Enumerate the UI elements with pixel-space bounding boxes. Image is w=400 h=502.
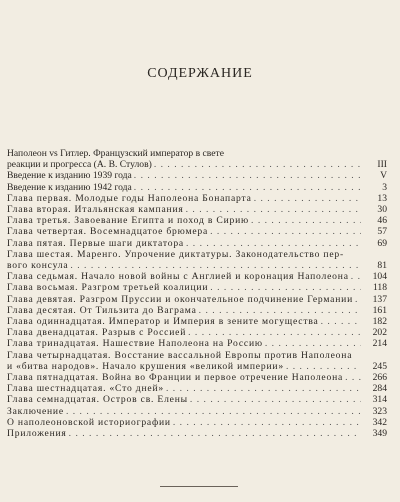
toc-entry [7, 417, 387, 428]
toc-entry [7, 204, 387, 215]
toc-entry [7, 226, 387, 237]
toc-entry [7, 327, 387, 338]
toc-entry [7, 316, 387, 327]
toc-entry [7, 338, 387, 349]
toc-entry-page-number: 46 [377, 215, 387, 227]
toc-entry-page-number: 202 [372, 327, 387, 339]
toc-entry [7, 193, 387, 204]
toc-entry [7, 406, 387, 417]
dot-leader [355, 294, 361, 305]
toc-entry [7, 249, 387, 271]
toc-entry [7, 372, 387, 383]
toc-entry-page-number: 161 [372, 304, 387, 316]
toc-entry [7, 238, 387, 249]
dot-leader [351, 271, 361, 282]
toc-entry-title: Глава шестнадцатая. «Сто дней» [7, 383, 164, 395]
toc-entry-title: Глава восьмая. Разгром третьей коалиции [7, 282, 209, 294]
toc-entry-page-number: 323 [372, 405, 387, 417]
dot-leader [186, 204, 361, 215]
toc-entry [7, 305, 387, 316]
toc-entry-page-number: 81 [377, 260, 387, 272]
toc-entry [7, 282, 387, 293]
toc-entry-title: Глава одиннадцатая. Император и Империя в зените могущества [7, 316, 319, 328]
dot-leader [166, 383, 361, 394]
dot-leader [199, 305, 361, 316]
toc-entry-title: Приложения [7, 428, 67, 440]
dot-leader [190, 394, 361, 405]
toc-entry-page-number: 245 [372, 360, 387, 372]
toc-entry-page-number: 314 [372, 394, 387, 406]
toc-entry-title: и «битва народов». Начало крушения «великой империи» [7, 360, 284, 372]
dot-leader [173, 417, 361, 428]
toc-entry [7, 394, 387, 405]
dot-leader [134, 182, 361, 193]
dot-leader [286, 361, 361, 372]
toc-entry-title: Глава четырнадцатая. Восстание вассальной Европы против Наполеона [7, 349, 353, 361]
dot-leader [321, 316, 361, 327]
table-of-contents [7, 148, 387, 439]
dot-leader [186, 238, 361, 249]
toc-entry-page-number: 342 [372, 416, 387, 428]
dot-leader [345, 372, 361, 383]
toc-entry [7, 294, 387, 305]
toc-entry-page-number: 137 [372, 293, 387, 305]
toc-entry [7, 383, 387, 394]
toc-entry-title: Глава вторая. Итальянская кампания [7, 204, 184, 216]
toc-entry-title: Глава двенадцатая. Разрыв с Россией [7, 327, 187, 339]
dot-leader [154, 159, 361, 170]
toc-entry-title: Глава семнадцатая. Остров св. Елены [7, 394, 188, 406]
toc-entry-title: Глава четвертая. Восемнадцатое брюмера [7, 226, 209, 238]
toc-entry [7, 428, 387, 439]
toc-entry-page-number: 182 [372, 316, 387, 328]
bottom-rule [160, 486, 238, 487]
dot-leader [210, 282, 361, 293]
toc-entry-title: Наполеон vs Гитлер. Французский император в свете [7, 148, 224, 159]
toc-entry-title: Глава седьмая. Начало новой войны с Англией и коронация Наполеона [7, 271, 349, 283]
toc-entry-title: Введение к изданию 1939 года [7, 170, 132, 182]
toc-entry-title: Заключение [7, 405, 64, 417]
toc-entry-title: О наполеоновской историографии [7, 416, 171, 428]
toc-entry-title: Введение к изданию 1942 года [7, 181, 132, 193]
toc-entry-page-number: 13 [377, 192, 387, 204]
toc-entry-title: вого консула [7, 260, 69, 272]
toc-entry [7, 170, 387, 181]
toc-entry-title: Глава девятая. Разгром Пруссии и окончательное подчинение Германии [7, 293, 354, 305]
toc-entry [7, 182, 387, 193]
dot-leader [70, 260, 361, 271]
toc-entry-page-number: 118 [372, 282, 387, 294]
toc-entry-page-number: 3 [382, 181, 387, 193]
toc-entry-page-number: 266 [372, 372, 387, 384]
toc-entry-page-number: V [380, 170, 387, 182]
toc-entry-title: Глава первая. Молодые годы Наполеона Бонапарта [7, 192, 252, 204]
dot-leader [251, 215, 361, 226]
toc-entry [7, 148, 387, 170]
page-title: СОДЕРЖАНИЕ [147, 66, 253, 81]
dot-leader [66, 406, 361, 417]
toc-entry [7, 350, 387, 372]
toc-entry-page-number: 214 [372, 338, 387, 350]
toc-entry-page-number: 104 [372, 271, 387, 283]
dot-leader [188, 327, 361, 338]
toc-entry-title: Глава десятая. От Тильзита до Ваграма [7, 304, 197, 316]
toc-entry-title: реакции и прогресса (А. В. Стулов) [7, 159, 152, 171]
toc-entry-page-number: 30 [377, 204, 387, 216]
dot-leader [134, 170, 361, 181]
toc-entry-title: Глава третья. Завоевание Египта и поход в Сирию [7, 215, 250, 227]
toc-entry-title: Глава пятая. Первые шаги диктатора [7, 237, 184, 249]
toc-entry-page-number: 349 [372, 428, 387, 440]
toc-entry [7, 271, 387, 282]
toc-entry-title: Глава шестая. Маренго. Упрочение диктатуры. Законодательство пер- [7, 248, 345, 260]
toc-entry-page-number: III [377, 159, 387, 171]
toc-entry-page-number: 57 [377, 226, 387, 238]
toc-entry-page-number: 284 [372, 383, 387, 395]
toc-entry [7, 215, 387, 226]
dot-leader [69, 428, 361, 439]
dot-leader [254, 193, 361, 204]
toc-entry-title: Глава пятнадцатая. Война во Франции и первое отречение Наполеона [7, 372, 344, 384]
toc-entry-page-number: 69 [377, 237, 387, 249]
dot-leader [265, 338, 361, 349]
toc-entry-title: Глава тринадцатая. Нашествие Наполеона на Россию [7, 338, 263, 350]
dot-leader [210, 226, 361, 237]
